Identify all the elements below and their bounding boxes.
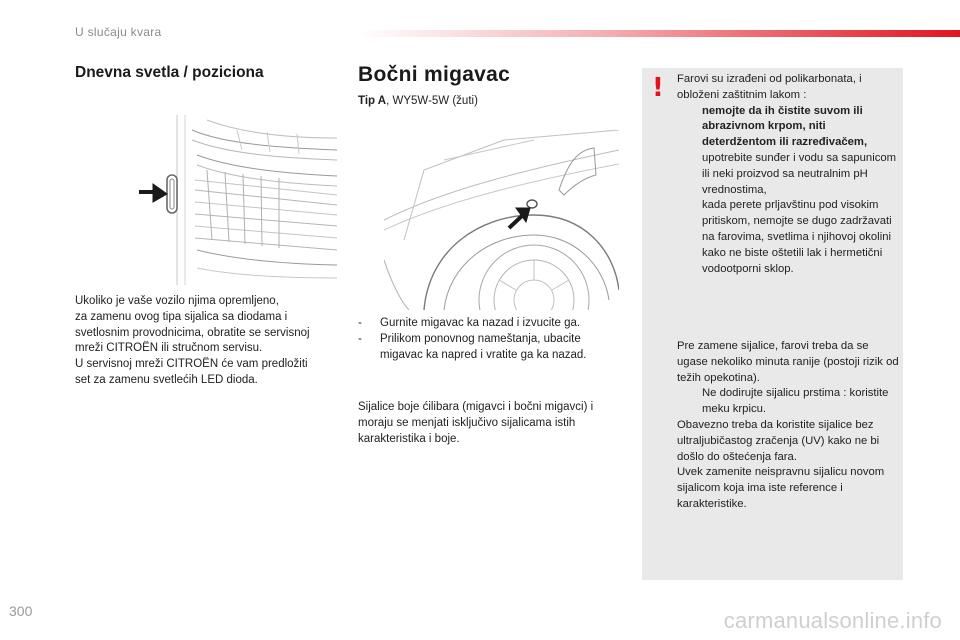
list-item: nemojte da ih čistite suvom ili abrazivnom krpom, niti deterdžentom ili razređivačem, [702,104,868,149]
list-item: kada perete prljavštinu pod visokim pritiskom, nemojte se dugo zadržavati na farovima, svetlima i njihovoj okolini kako ne biste oštetili lak i hermetični vodootporni sklop. [702,199,892,275]
watermark: carmanualsonline.info [723,608,942,633]
list-item: - Prilikom ponovnog nameštanja, ubacite migavac ka napred i vratite ga ka nazad. [358,332,587,361]
heading-side-indicator: Bočni migavac [358,63,511,86]
side-indicator-steps [358,316,618,363]
list-item: - Gurnite migavac ka nazad i izvucite ga. [358,317,581,329]
list-item: upotrebite sunđer i vodu sa sapunicom ili neki proizvod sa neutralnim pH vrednostima, [702,151,897,196]
exclamation-icon: ! [652,73,664,103]
list-item: Ne dodirujte sijalicu prstima : koristite meku krpicu. [702,387,889,416]
heading-daytime-lights: Dnevna svetla / poziciona [75,64,264,81]
bulb-replacement-note: Pre zamene sijalice, farovi treba da se ugase nekoliko minuta ranije (postoji rizik od težih opekotina). Ne dodirujte sijalicu prstima : koristite meku krpicu. Obavezno treba da koristite sijalice bez ultraljubičastog zračenja (UV) kako ne bi došlo do oštećenja fara. Uvek zamenite neispravnu sijalicu novom sijalicom koja ima iste reference i karakteristike. [677,340,899,510]
side-indicator-illustration [384,130,619,310]
daytime-lights-paragraph: Ukoliko je vaše vozilo njima opremljeno, za zamenu ovog tipa sijalica sa diodama i svetlosnim provodnicima, obratite se servisnoj mreži CITROËN ili stručnom servisu. U servisnoj mreži CITROËN će vam predložiti set za zamenu svetlećih LED dioda. [75,295,310,386]
bulb-type-label: Tip A [358,95,387,107]
bulb-type-value: , WY5W-5W (žuti) [386,95,478,107]
header-accent-bar [360,30,960,37]
bulb-type-line [358,95,478,107]
daytime-lights-illustration [137,110,337,290]
section-title: U slučaju kvara [75,25,162,39]
polycarbonate-note: Farovi su izrađeni od polikarbonata, i obloženi zaštitnim lakom : nemojte da ih čistite suvom ili abrazivnom krpom, niti deterdžentom ili razređivačem, upotrebite sunđer i vodu sa sapunicom ili neki proizvod sa neutralnim pH vrednostima, kada perete prljavštinu pod visokim pritiskom, nemojte se dugo zadržavati na farovima, svetlima i njihovoj okolini kako ne biste oštetili lak i hermetični vodootporni sklop. [677,72,899,277]
amber-bulbs-paragraph: Sijalice boje ćilibara (migavci i bočni migavci) i moraju se menjati isključivo sijalicama istih karakteristika i boje. [358,401,594,445]
page-number: 300 [9,603,33,619]
